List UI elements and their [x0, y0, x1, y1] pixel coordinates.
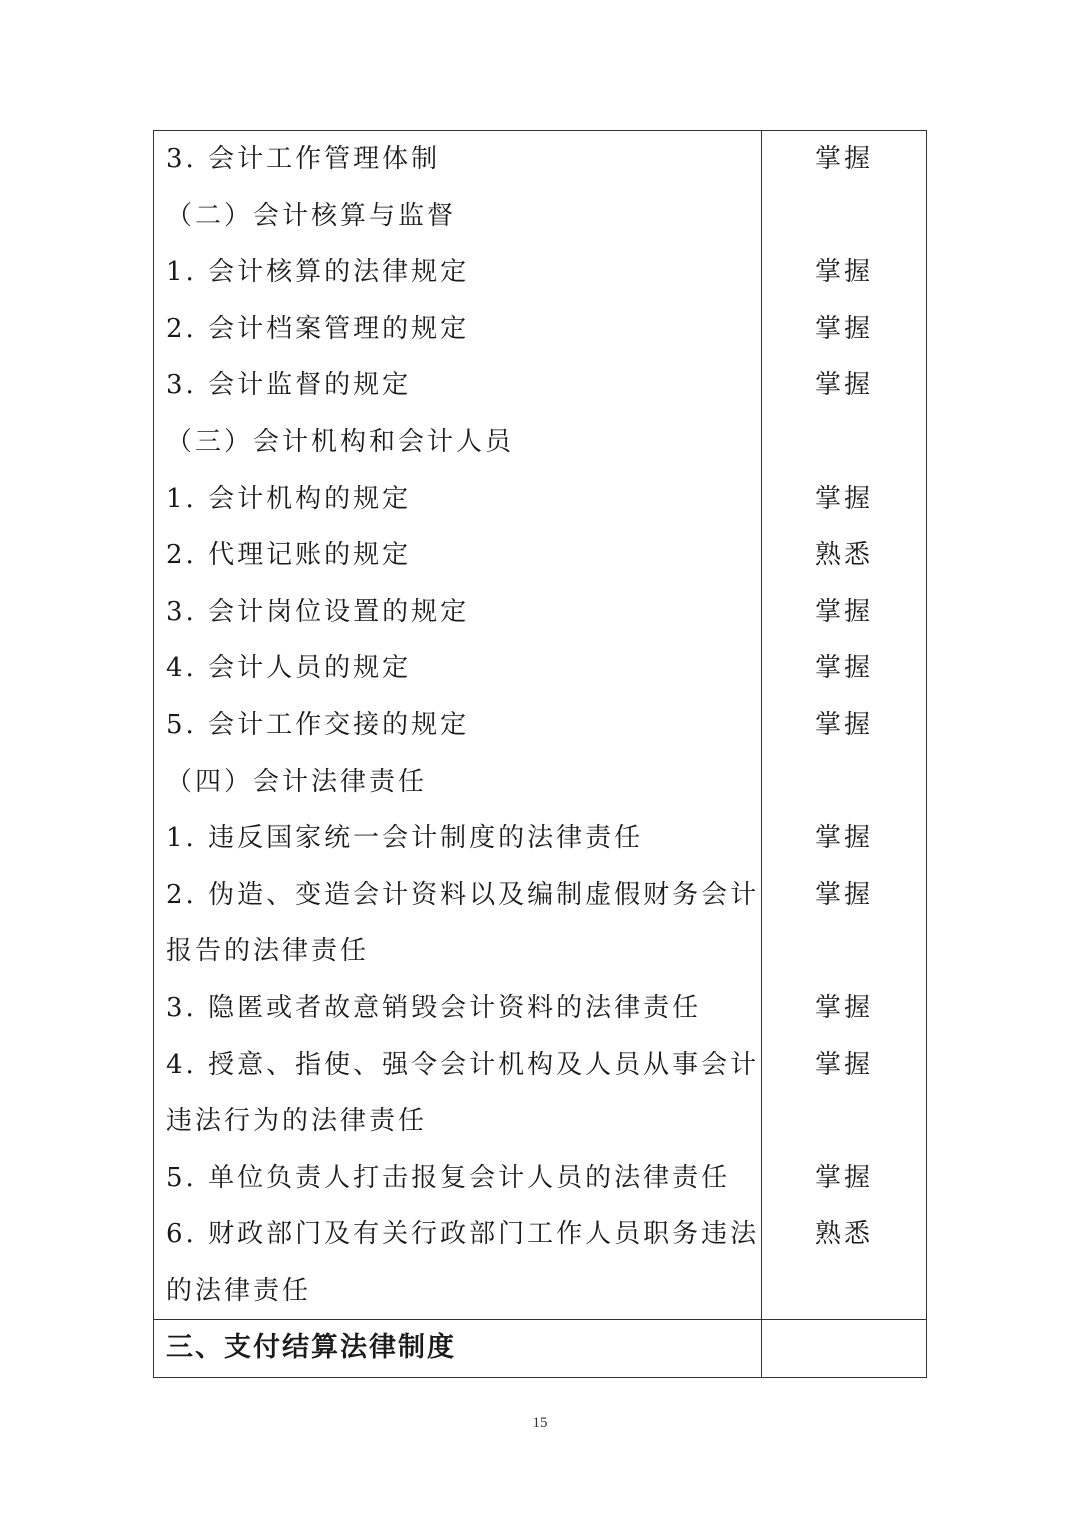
item-text: 1. 违反国家统一会计制度的法律责任 — [166, 823, 644, 854]
item-text-continuation: 报告的法律责任 — [166, 936, 370, 967]
section-level — [762, 1320, 926, 1377]
mastery-level — [762, 188, 926, 245]
item-text: 2. 代理记账的规定 — [166, 540, 412, 571]
item-text: 3. 会计监督的规定 — [166, 370, 412, 401]
section-title-cell — [154, 1320, 762, 1377]
item-text: 1. 会计核算的法律规定 — [166, 257, 470, 288]
item-text: 4. 会计人员的规定 — [166, 653, 412, 684]
mastery-level: 掌握 — [814, 879, 873, 910]
mastery-level: 掌握 — [814, 257, 873, 288]
requirement-column — [762, 131, 926, 1319]
item-text: 3. 会计工作管理体制 — [166, 144, 441, 174]
item-text: 5. 单位负责人打击报复会计人员的法律责任 — [166, 1162, 731, 1193]
page-number: 15 — [532, 1415, 548, 1431]
mastery-level-spacer — [762, 1263, 926, 1320]
item-text: （二）会计核算与监督 — [166, 200, 457, 231]
mastery-level — [762, 414, 926, 471]
item-text: 2. 伪造、变造会计资料以及编制虚假财务会计 — [166, 879, 760, 910]
mastery-level: 掌握 — [814, 144, 873, 174]
item-text: 3. 隐匿或者故意销毁会计资料的法律责任 — [166, 992, 702, 1023]
item-text-continuation: 违法行为的法律责任 — [166, 1106, 428, 1137]
mastery-level: 掌握 — [814, 483, 873, 514]
mastery-level: 掌握 — [814, 1049, 873, 1080]
mastery-level: 掌握 — [814, 709, 873, 740]
section-title: 三、支付结算法律制度 — [166, 1332, 456, 1364]
mastery-level: 掌握 — [814, 823, 873, 854]
table-body-block — [154, 131, 926, 1319]
mastery-level: 熟悉 — [814, 1219, 873, 1250]
mastery-level: 掌握 — [814, 313, 873, 344]
mastery-level: 熟悉 — [814, 540, 873, 571]
mastery-level: 掌握 — [814, 653, 873, 684]
item-text: （四）会计法律责任 — [166, 766, 428, 797]
syllabus-table — [153, 130, 927, 1378]
mastery-level: 掌握 — [814, 992, 873, 1023]
mastery-level-spacer — [762, 923, 926, 980]
content-column — [154, 131, 762, 1319]
section-level-cell — [762, 1320, 926, 1377]
mastery-level: 掌握 — [814, 596, 873, 627]
mastery-level-spacer — [762, 1093, 926, 1150]
item-text: 3. 会计岗位设置的规定 — [166, 596, 470, 627]
item-text: 4. 授意、指使、强令会计机构及人员从事会计 — [166, 1049, 760, 1080]
item-text: （三）会计机构和会计人员 — [166, 426, 515, 457]
section-row — [154, 1319, 926, 1377]
mastery-level: 掌握 — [814, 370, 873, 401]
item-text-continuation: 的法律责任 — [166, 1275, 312, 1306]
item-text: 5. 会计工作交接的规定 — [166, 709, 470, 740]
item-text: 6. 财政部门及有关行政部门工作人员职务违法 — [166, 1219, 760, 1250]
item-text: 1. 会计机构的规定 — [166, 483, 412, 514]
mastery-level: 掌握 — [814, 1162, 873, 1193]
mastery-level — [762, 754, 926, 811]
item-text: 2. 会计档案管理的规定 — [166, 313, 470, 344]
